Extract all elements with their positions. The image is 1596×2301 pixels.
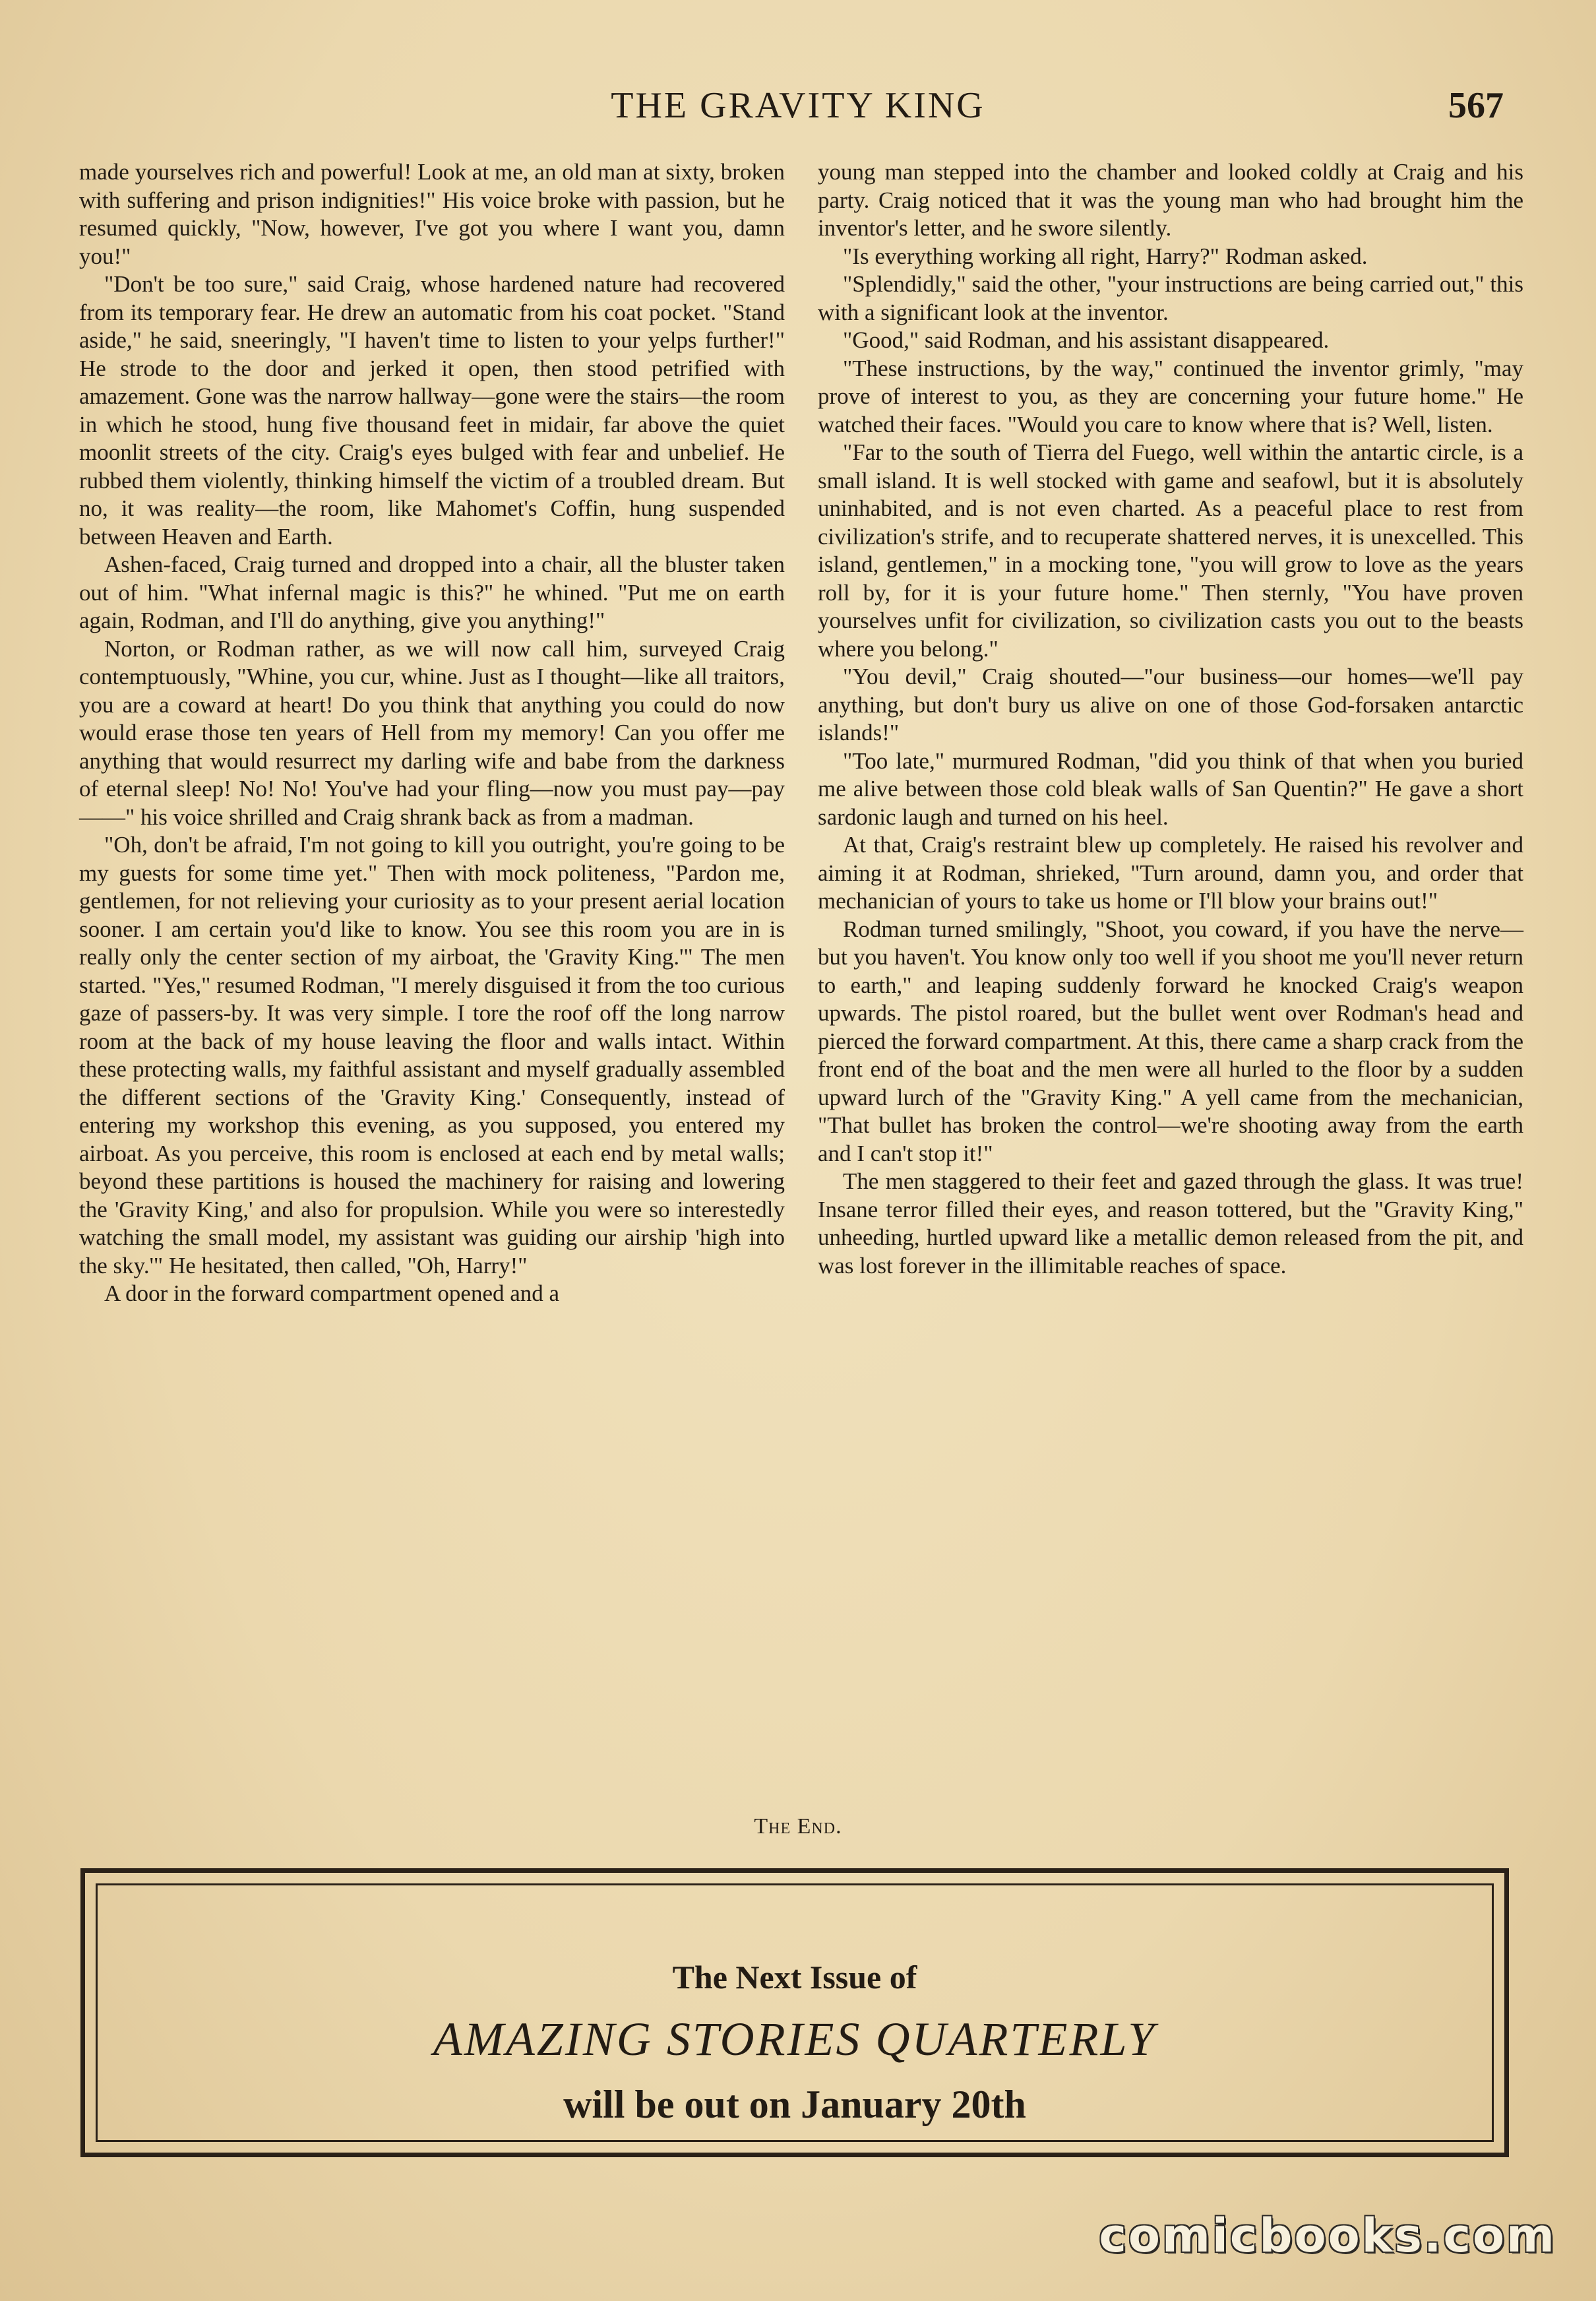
advertisement-inner-border	[96, 1883, 1494, 2142]
the-end-label: The End.	[754, 1814, 842, 1839]
ad-intro-text: The Next Issue of	[672, 1959, 917, 1996]
paragraph: "Good," said Rodman, and his assistant disappeared.	[843, 327, 1330, 353]
paragraph: Rodman turned smilingly, "Shoot, you coward, if you have the nerve—but you haven't. You know only too well if you shoot me you'll never return to earth," and leaping suddenly forward he knocked Craig's weapon upwards. The pistol roared, but the bullet went over Rodman's head and pierced the forward compartment. At this, there came a sharp crack from the front end of the boat and the men were all hurled to the floor by a sudden upward lurch of the "Gravity King." A yell came from the mechanician, "That bullet has broken the control—we're shooting away from the earth and I can't stop it!"	[818, 916, 1523, 1166]
paragraph: "You devil," Craig shouted—"our business—our homes—we'll pay anything, but don't bury us alive on one of those God-forsaken antarctic islands!"	[818, 664, 1523, 745]
paragraph: A door in the forward compartment opened and a	[104, 1280, 560, 1306]
page-header	[79, 84, 1517, 144]
paragraph: At that, Craig's restraint blew up completely. He raised his revolver and aiming it at Rodman, shrieked, "Turn around, damn you, and order that mechanician of yours to take us home or I'll blow your brains out!"	[818, 832, 1523, 914]
running-title: THE GRAVITY KING	[611, 85, 985, 126]
paragraph: made yourselves rich and powerful! Look at me, an old man at sixty, broken with suffering and prison indignities!" His voice broke with passion, but he resumed quickly, "Now, however, I've got you where I want you, damn you!"	[79, 159, 785, 269]
paragraph: "Splendidly," said the other, "your instructions are being carried out," this with a significant look at the inventor.	[818, 271, 1523, 325]
paragraph: "Is everything working all right, Harry?" Rodman asked.	[843, 243, 1368, 269]
paragraph: "Oh, don't be afraid, I'm not going to kill you outright, you're going to be my guests for some time yet." Then with mock politeness, "Pardon me, gentlemen, for not relieving your curiosity as to your present aerial location sooner. I am certain you'd like to know. You see this room you are in is really only the center section of my airboat, the 'Gravity King.'" The men started. "Yes," resumed Rodman, "I merely disguised it from the too curious gaze of passers-by. It was very simple. I tore the roof off the long narrow room at the back of my house leaving the floor and walls intact. Within these protecting walls, my faithful assistant and myself gradually assembled the different sections of the 'Gravity King.' Consequently, instead of entering my workshop this evening, as you supposed, you entered my airboat. As you perceive, this room is enclosed at each end by metal walls; beyond these partitions is housed the machinery for raising and lowering the 'Gravity King,' and also for propulsion. While you were so interestedly watching the small model, my assistant was guiding our airship 'high into the sky.'" He hesitated, then called, "Oh, Harry!"	[79, 832, 785, 1278]
paragraph: Ashen-faced, Craig turned and dropped into a chair, all the bluster taken out of him. "What infernal magic is this?" he whined. "Put me on earth again, Rodman, and I'll do anything, give you anything!"	[79, 552, 785, 633]
ad-release-date: will be out on January 20th	[563, 2083, 1026, 2126]
paragraph: "These instructions, by the way," continued the inventor grimly, "may prove of interest to you, as they are concerning your future home." He watched their faces. "Would you care to know where that is? Well, listen.	[818, 355, 1523, 437]
paragraph: "Too late," murmured Rodman, "did you think of that when you buried me alive between those cold bleak walls of San Quentin?" He gave a short sardonic laugh and turned on his heel.	[818, 747, 1523, 830]
paragraph: The men staggered to their feet and gazed through the glass. It was true! Insane terror filled their eyes, and reason tottered, but the "Gravity King," unheeding, hurtled upward like a metallic demon released from the pit, and was lost forever in the illimitable reaches of space.	[818, 1168, 1523, 1278]
paragraph: "Far to the south of Tierra del Fuego, well within the antartic circle, is a small island. It is well stocked with game and seafowl, but it is absolutely uninhabited, and is not even charted. As a peaceful place to rest from civilization's strife, and to recuperate shattered nerves, it is unexcelled. This island, gentlemen," in a mocking tone, "you will grow to love as the years roll by, for it is your future home." Then sternly, "You have proven yourselves unfit for civilization, so civilization casts you out to the beasts where you belong."	[818, 439, 1523, 662]
watermark-logo: comicbooks.com	[1099, 2209, 1556, 2263]
ad-magazine-title: AMAZING STORIES QUARTERLY	[433, 2013, 1157, 2065]
next-issue-advertisement	[80, 1868, 1509, 2157]
paragraph: "Don't be too sure," said Craig, whose hardened nature had recovered from its temporary fear. He drew an automatic from his coat pocket. "Stand aside," he said, sneeringly, "I haven't time to listen to your yelps further!" He strode to the door and jerked it open, then stood petrified with amazement. Gone was the narrow hallway—gone were the stairs—the room in which he stood, hung five thousand feet in midair, far above the quiet moonlit streets of the city. Craig's eyes bulged with fear and unbelief. He rubbed them violently, thinking himself the victim of a troubled dream. But no, it was reality—the room, like Mahomet's Coffin, hung suspended between Heaven and Earth.	[79, 271, 785, 550]
right-text-column	[818, 158, 1523, 1280]
left-text-column	[79, 158, 785, 1308]
page-number: 567	[1448, 85, 1504, 126]
paragraph: Norton, or Rodman rather, as we will now call him, surveyed Craig contemptuously, "Whine, you cur, whine. Just as I thought—like all traitors, you are a coward at heart! Do you think that anything you could do now would erase those ten years of Hell from my memory! Can you offer me anything that would resurrect my darling wife and babe from the darkness of eternal sleep! No! No! You've had your fling—now you must pay—pay——" his voice shrilled and Craig shrank back as from a madman.	[79, 635, 785, 830]
paragraph: young man stepped into the chamber and looked coldly at Craig and his party. Craig noticed that it was the young man who had brought him the inventor's letter, and he swore silently.	[818, 159, 1523, 241]
